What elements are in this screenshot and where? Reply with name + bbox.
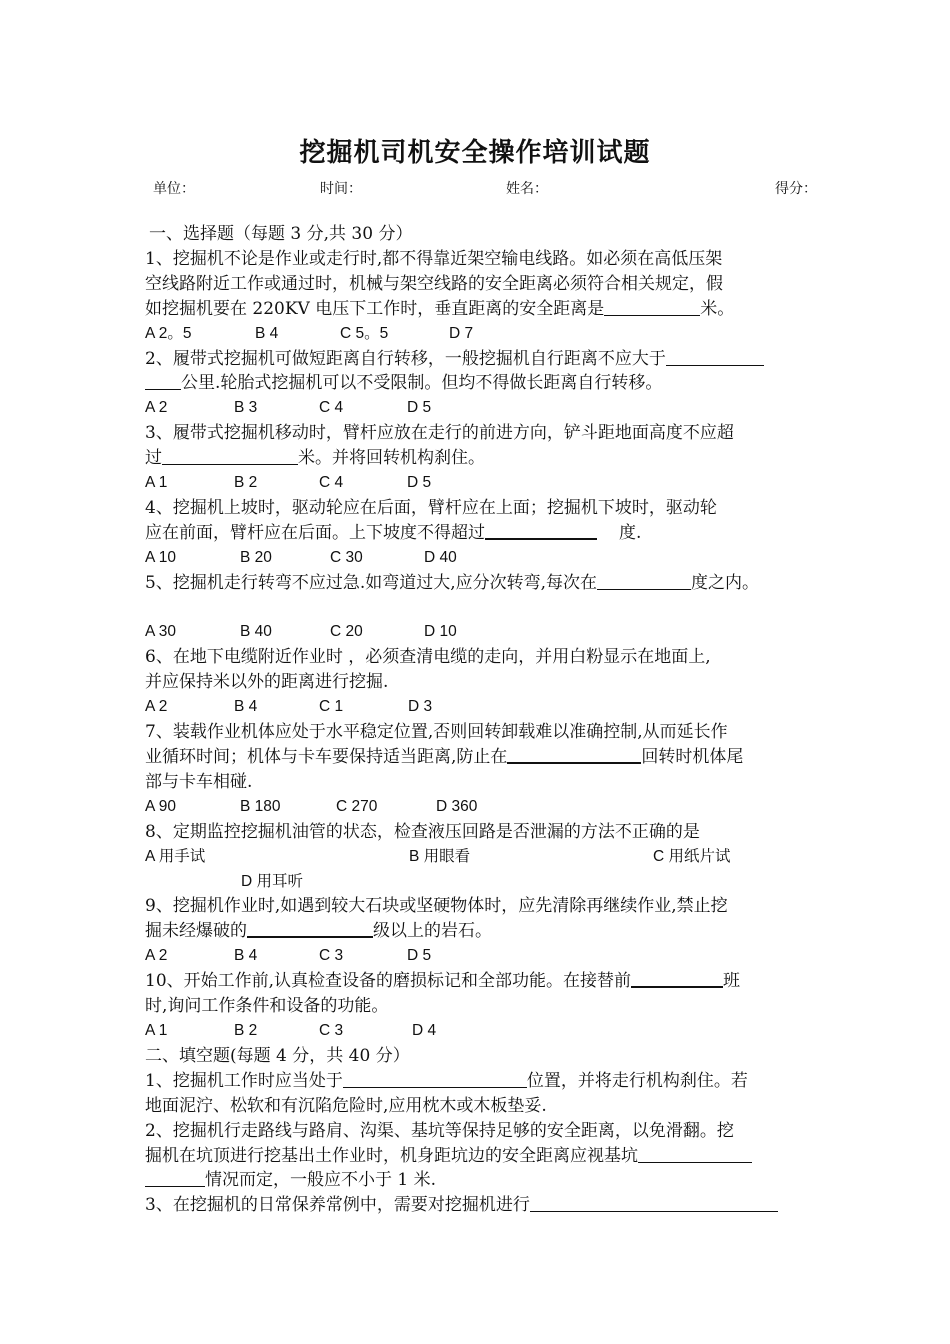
question-text <box>145 1144 830 1169</box>
answer-blank[interactable] <box>604 299 700 316</box>
option-b[interactable]: B 40 <box>240 623 272 641</box>
question-5 <box>145 571 830 646</box>
question-text: 应在前面，臂杆应在后面。上下坡度不得超过 <box>145 522 485 543</box>
options-row <box>145 870 830 895</box>
question-text: 2、挖掘机行走路线与路肩、沟渠、基坑等保持足够的安全距离，以免滑翻。挖 <box>145 1120 734 1141</box>
option-c[interactable]: C 3 <box>319 1021 344 1039</box>
section-heading: 一、选择题（每题 3 分,共 30 分） <box>149 224 413 244</box>
question-text <box>145 919 830 944</box>
fill-question-1 <box>145 1069 830 1119</box>
option-d[interactable]: D 用耳听 <box>241 872 304 890</box>
option-d[interactable]: D 4 <box>412 1021 437 1039</box>
exam-content <box>145 222 830 1218</box>
score-label: 得分： <box>775 181 817 197</box>
answer-blank-continued[interactable] <box>145 373 181 390</box>
options-row <box>145 546 830 571</box>
option-c[interactable]: C 5。5 <box>340 324 389 342</box>
option-a[interactable]: A 1 <box>145 1021 168 1039</box>
question-text: 度之内。 <box>691 572 760 593</box>
question-text <box>145 1168 830 1193</box>
option-b[interactable]: B 2 <box>234 1021 258 1039</box>
options-row <box>145 795 830 820</box>
option-c[interactable]: C 270 <box>336 797 378 815</box>
question-1 <box>145 247 830 347</box>
question-text <box>145 571 830 596</box>
question-text: 度. <box>619 522 642 543</box>
options-row <box>145 620 830 645</box>
option-b[interactable]: B 用眼看 <box>409 847 471 865</box>
option-d[interactable]: D 7 <box>449 324 474 342</box>
question-text: 8、定期监控挖掘机油管的状态，检查液压回路是否泄漏的方法不正确的是 <box>145 821 700 842</box>
question-9 <box>145 894 830 969</box>
question-text: 1、挖掘机不论是作业或走行时,都不得靠近架空输电线路。如必须在高低压架 <box>145 248 723 269</box>
question-text <box>145 1193 830 1218</box>
answer-blank[interactable] <box>597 573 691 590</box>
options-row <box>145 1019 830 1044</box>
option-d[interactable]: D 3 <box>408 698 433 716</box>
answer-blank[interactable] <box>666 349 764 366</box>
answer-blank[interactable] <box>530 1195 778 1212</box>
unit-label: 单位： <box>153 181 195 197</box>
question-text: 10、开始工作前,认真检查设备的磨损标记和全部功能。在接替前 <box>145 971 632 992</box>
question-8 <box>145 820 830 895</box>
question-text: 位置，并将走行机构刹住。若 <box>526 1070 748 1091</box>
option-b[interactable]: B 20 <box>240 548 272 566</box>
answer-blank[interactable] <box>343 1071 527 1088</box>
option-b[interactable]: B 2 <box>234 474 258 492</box>
option-a[interactable]: A 2 <box>145 947 168 965</box>
option-a[interactable]: A 用手试 <box>145 847 206 865</box>
question-text: 地面泥泞、松软和有沉陷危险时,应用枕木或木板垫妥. <box>145 1095 547 1116</box>
option-b[interactable]: B 180 <box>240 797 281 815</box>
question-text <box>145 745 830 770</box>
question-text: 班 <box>723 971 741 992</box>
option-c[interactable]: C 20 <box>330 623 363 641</box>
options-row <box>145 944 830 969</box>
option-a[interactable]: A 90 <box>145 797 177 815</box>
option-a[interactable]: A 30 <box>145 623 177 641</box>
question-text: 3、履带式挖掘机移动时，臂杆应放在走行的前进方向，铲斗距地面高度不应超 <box>145 423 734 444</box>
question-text <box>145 969 830 994</box>
answer-blank-continued[interactable] <box>145 1170 205 1187</box>
answer-blank[interactable] <box>162 448 298 465</box>
question-text: 部与卡车相碰. <box>145 771 253 792</box>
option-c[interactable]: C 4 <box>319 474 344 492</box>
option-d[interactable]: D 10 <box>424 623 457 641</box>
question-text <box>145 521 830 546</box>
option-a[interactable]: A 1 <box>145 474 168 492</box>
question-text: 如挖掘机要在 220KV 电压下工作时，垂直距离的安全距离是 <box>145 298 605 319</box>
question-text: 业循环时间；机体与卡车要保持适当距离,防止在 <box>145 747 508 768</box>
option-b[interactable]: B 4 <box>234 947 258 965</box>
fill-question-3 <box>145 1193 830 1218</box>
question-text: 2、履带式挖掘机可做短距离自行转移，一般挖掘机自行距离不应大于 <box>145 348 666 369</box>
option-a[interactable]: A 2。5 <box>145 324 192 342</box>
question-text: 4、挖掘机上坡时，驱动轮应在后面，臂杆应在上面；挖掘机下坡时，驱动轮 <box>145 497 717 518</box>
question-text: 7、装载作业机体应处于水平稳定位置,否则回转卸载难以准确控制,从而延长作 <box>145 722 728 743</box>
options-row <box>145 396 830 421</box>
option-a[interactable]: A 10 <box>145 548 177 566</box>
question-text: 时,询问工作条件和设备的功能。 <box>145 996 389 1017</box>
question-text: 米。并将回转机构刹住。 <box>298 448 485 469</box>
option-b[interactable]: B 3 <box>234 399 258 417</box>
question-text: 过 <box>145 448 162 469</box>
answer-blank[interactable] <box>507 746 641 764</box>
question-4 <box>145 496 830 571</box>
option-c[interactable]: C 1 <box>319 698 344 716</box>
option-c[interactable]: C 用纸片试 <box>653 847 731 865</box>
question-text: 掘机在坑顶进行挖基出土作业时，机身距坑边的安全距离应视基坑 <box>145 1145 638 1166</box>
options-row <box>145 845 830 870</box>
option-c[interactable]: C 3 <box>319 947 344 965</box>
options-row <box>145 695 830 720</box>
question-text: 掘未经爆破的 <box>145 921 247 942</box>
name-label: 姓名： <box>506 181 548 197</box>
option-a[interactable]: A 2 <box>145 698 168 716</box>
question-text: 并应保持米以外的距离进行挖掘. <box>145 672 389 693</box>
answer-blank[interactable] <box>247 920 373 938</box>
option-c[interactable]: C 30 <box>330 548 363 566</box>
option-d[interactable]: D 5 <box>407 947 432 965</box>
question-text: 回转时机体尾 <box>641 747 744 768</box>
question-text: 9、挖掘机作业时,如遇到较大石块或坚硬物体时，应先清除再继续作业,禁止挖 <box>145 896 728 917</box>
question-3 <box>145 421 830 496</box>
page-title: 挖掘机司机安全操作培训试题 <box>299 138 651 168</box>
option-b[interactable]: B 4 <box>255 324 279 342</box>
question-10 <box>145 969 830 1044</box>
options-row <box>145 322 830 347</box>
question-text: 3、在挖掘机的日常保养常例中，需要对挖掘机进行 <box>145 1195 530 1216</box>
section-heading: 二、填空题(每题 4 分，共 40 分） <box>145 1045 410 1066</box>
question-text: 6、在地下电缆附近作业时 ，必须查清电缆的走向，并用白粉显示在地面上, <box>145 647 711 668</box>
question-text: 5、挖掘机走行转弯不应过急.如弯道过大,应分次转弯,每次在 <box>145 572 598 593</box>
question-6 <box>145 645 830 720</box>
question-7 <box>145 720 830 820</box>
question-text <box>145 371 830 396</box>
option-d[interactable]: D 360 <box>436 797 478 815</box>
answer-blank[interactable] <box>638 1146 752 1163</box>
question-text: 情况而定，一般应不小于 1 米. <box>205 1170 437 1191</box>
fill-question-2 <box>145 1119 830 1194</box>
question-text <box>145 347 830 372</box>
question-text: 级以上的岩石。 <box>373 921 492 942</box>
question-text <box>145 1069 830 1094</box>
question-text <box>145 446 830 471</box>
option-d[interactable]: D 40 <box>424 548 457 566</box>
option-d[interactable]: D 5 <box>407 399 432 417</box>
options-row <box>145 471 830 496</box>
option-c[interactable]: C 4 <box>319 399 344 417</box>
time-label: 时间： <box>320 181 362 197</box>
question-2 <box>145 347 830 422</box>
answer-blank[interactable] <box>631 970 723 988</box>
option-a[interactable]: A 2 <box>145 399 168 417</box>
question-text: 公里.轮胎式挖掘机可以不受限制。但均不得做长距离自行转移。 <box>181 373 663 394</box>
question-text: 空线路附近工作或通过时，机械与架空线路的安全距离必须符合相关规定，假 <box>145 273 723 294</box>
question-text <box>145 297 830 322</box>
option-d[interactable]: D 5 <box>407 474 432 492</box>
answer-blank[interactable] <box>485 522 597 540</box>
option-b[interactable]: B 4 <box>234 698 258 716</box>
question-text: 1、挖掘机工作时应当处于 <box>145 1070 343 1091</box>
question-text: 米。 <box>700 298 735 319</box>
